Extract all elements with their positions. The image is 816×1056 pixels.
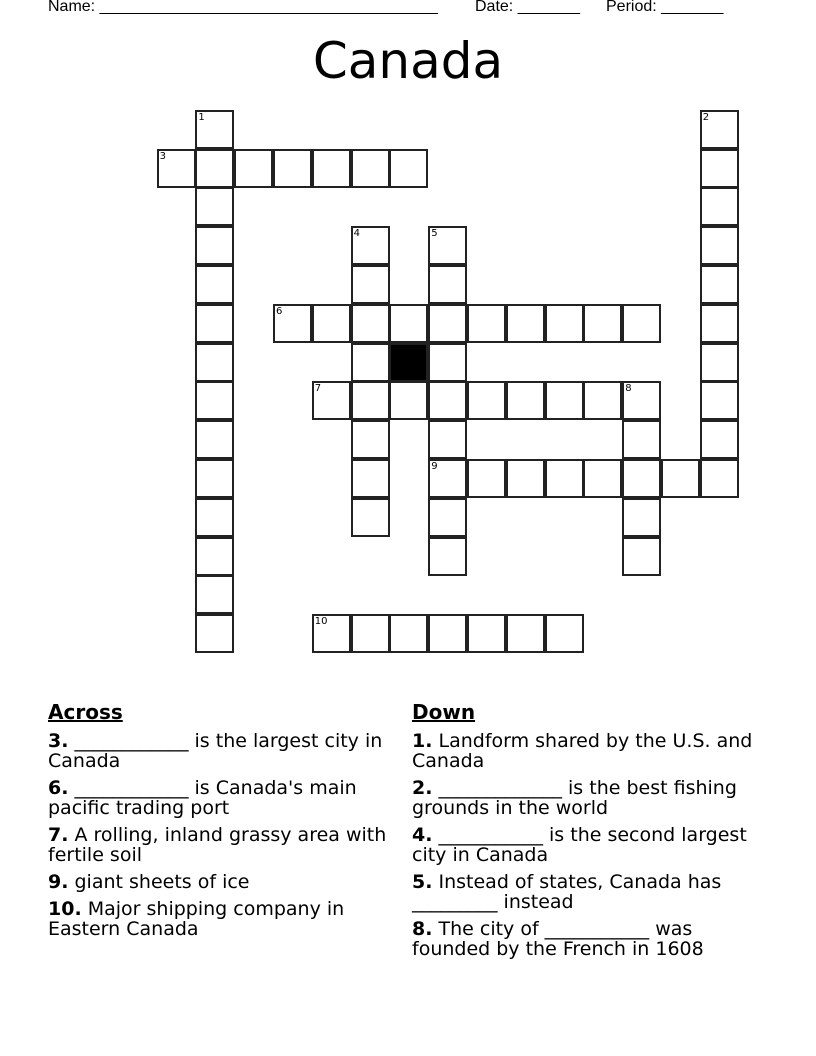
- answer-cell[interactable]: [312, 304, 351, 343]
- clue-label: 10.: [48, 898, 82, 920]
- answer-cell[interactable]: [389, 614, 428, 653]
- across-clue: [48, 731, 388, 771]
- answer-cell[interactable]: [622, 537, 661, 576]
- answer-cell[interactable]: [195, 575, 234, 614]
- answer-cell[interactable]: [157, 149, 196, 188]
- down-clue-list: [412, 731, 772, 959]
- clue-label: 9.: [48, 871, 69, 893]
- answer-cell[interactable]: [195, 226, 234, 265]
- answer-cell[interactable]: [389, 304, 428, 343]
- answer-cell[interactable]: [312, 149, 351, 188]
- answer-cell[interactable]: [700, 265, 739, 304]
- answer-cell[interactable]: [312, 614, 351, 653]
- clue-label: 5.: [412, 871, 433, 893]
- answer-cell[interactable]: [700, 459, 739, 498]
- answer-cell[interactable]: [195, 265, 234, 304]
- answer-cell[interactable]: [545, 381, 584, 420]
- answer-cell[interactable]: [583, 304, 622, 343]
- across-heading: Across: [48, 700, 123, 724]
- answer-cell[interactable]: [428, 381, 467, 420]
- answer-cell[interactable]: [506, 304, 545, 343]
- answer-cell[interactable]: [273, 304, 312, 343]
- answer-cell[interactable]: [428, 343, 467, 382]
- clue-number: 1: [198, 111, 205, 123]
- clue-label: 4.: [412, 824, 433, 846]
- answer-cell[interactable]: [428, 537, 467, 576]
- clue-label: 7.: [48, 824, 69, 846]
- down-clue: [412, 872, 772, 912]
- answer-cell[interactable]: [622, 304, 661, 343]
- across-clue: [48, 872, 388, 892]
- answer-cell[interactable]: [467, 614, 506, 653]
- down-heading: Down: [412, 700, 476, 724]
- answer-cell[interactable]: [622, 381, 661, 420]
- clue-text: The city of ___________ was founded by the French in 1608: [412, 918, 704, 960]
- answer-cell[interactable]: [195, 110, 234, 149]
- answer-cell[interactable]: [428, 459, 467, 498]
- answer-cell[interactable]: [661, 459, 700, 498]
- clue-number: 3: [159, 150, 166, 162]
- clue-label: 8.: [412, 918, 433, 940]
- answer-cell[interactable]: [506, 614, 545, 653]
- clue-text: ___________ is the second largest city in Canada: [412, 824, 747, 866]
- answer-cell[interactable]: [428, 226, 467, 265]
- clue-text: Instead of states, Canada has _________ instead: [412, 871, 722, 913]
- clue-number: 10: [314, 616, 328, 628]
- answer-cell[interactable]: [700, 110, 739, 149]
- answer-cell[interactable]: [351, 265, 390, 304]
- answer-cell[interactable]: [195, 149, 234, 188]
- clue-text: ____________ is the largest city in Canada: [48, 730, 383, 772]
- answer-cell[interactable]: [506, 381, 545, 420]
- clue-number: 2: [702, 111, 710, 123]
- across-clue: [48, 778, 388, 818]
- across-clue: [48, 825, 388, 865]
- answer-cell[interactable]: [622, 420, 661, 459]
- answer-cell[interactable]: [389, 149, 428, 188]
- answer-cell[interactable]: [351, 381, 390, 420]
- answer-cell[interactable]: [467, 304, 506, 343]
- period-field[interactable]: Period: _______: [606, 0, 724, 15]
- answer-cell[interactable]: [351, 304, 390, 343]
- answer-cell[interactable]: [622, 498, 661, 537]
- answer-cell[interactable]: [351, 459, 390, 498]
- clue-number: 5: [431, 228, 438, 240]
- answer-cell[interactable]: [428, 614, 467, 653]
- answer-cell[interactable]: [700, 149, 739, 188]
- clue-number: 4: [353, 228, 360, 240]
- answer-cell[interactable]: [545, 304, 584, 343]
- clue-label: 3.: [48, 730, 69, 752]
- answer-cell[interactable]: [351, 149, 390, 188]
- clue-text: Major shipping company in Eastern Canada: [48, 898, 345, 940]
- answer-cell[interactable]: [700, 304, 739, 343]
- answer-cell[interactable]: [583, 381, 622, 420]
- answer-cell[interactable]: [428, 420, 467, 459]
- down-clue: [412, 919, 772, 959]
- answer-cell[interactable]: [583, 459, 622, 498]
- answer-cell[interactable]: [351, 614, 390, 653]
- clue-label: 1.: [412, 730, 433, 752]
- answer-cell[interactable]: [467, 459, 506, 498]
- answer-cell[interactable]: [195, 304, 234, 343]
- clue-number: 7: [314, 383, 322, 395]
- answer-cell[interactable]: [351, 343, 390, 382]
- answer-cell[interactable]: [700, 187, 739, 226]
- across-clues: [48, 699, 388, 946]
- clue-text: giant sheets of ice: [68, 871, 250, 893]
- name-field[interactable]: Name: ______________________________________: [48, 0, 438, 15]
- answer-cell[interactable]: [467, 381, 506, 420]
- clue-number: 9: [431, 461, 438, 472]
- answer-cell[interactable]: [351, 420, 390, 459]
- puzzle-title: Canada: [312, 32, 504, 90]
- clue-label: 6.: [48, 777, 69, 799]
- answer-cell[interactable]: [195, 537, 234, 576]
- clue-text: Landform shared by the U.S. and Canada: [412, 730, 753, 772]
- clue-text: A rolling, inland grassy area with fertile soil: [48, 824, 387, 866]
- across-clue: [48, 899, 388, 939]
- answer-cell[interactable]: [428, 304, 467, 343]
- answer-cell[interactable]: [234, 149, 273, 188]
- answer-cell[interactable]: [428, 498, 467, 537]
- answer-cell[interactable]: [700, 226, 739, 265]
- answer-cell[interactable]: [700, 381, 739, 420]
- down-clues: [412, 699, 772, 966]
- answer-cell[interactable]: [622, 459, 661, 498]
- clue-number: 8: [625, 383, 632, 395]
- answer-cell[interactable]: [506, 459, 545, 498]
- answer-cell[interactable]: [545, 459, 584, 498]
- clue-text: ____________ is Canada's main pacific trading port: [48, 777, 357, 819]
- answer-cell[interactable]: [195, 343, 234, 382]
- clue-label: 2.: [412, 777, 433, 799]
- down-clue: [412, 825, 772, 865]
- answer-cell[interactable]: [545, 614, 584, 653]
- across-clue-list: [48, 731, 388, 939]
- down-clue: [412, 778, 772, 818]
- answer-cell[interactable]: [195, 187, 234, 226]
- answer-cell[interactable]: [312, 381, 351, 420]
- answer-cell[interactable]: [351, 498, 390, 537]
- date-field[interactable]: Date: _______: [475, 0, 580, 15]
- answer-cell[interactable]: [273, 149, 312, 188]
- answer-cell[interactable]: [195, 381, 234, 420]
- answer-cell[interactable]: [195, 614, 234, 653]
- answer-cell[interactable]: [195, 420, 234, 459]
- clue-text: _____________ is the best fishing grounds in the world: [412, 777, 737, 819]
- blocked-cell: [389, 343, 428, 382]
- clue-number: 6: [276, 305, 283, 317]
- answer-cell[interactable]: [195, 459, 234, 498]
- answer-cell[interactable]: [351, 226, 390, 265]
- answer-cell[interactable]: [700, 343, 739, 382]
- answer-cell[interactable]: [428, 265, 467, 304]
- answer-cell[interactable]: [389, 381, 428, 420]
- answer-cell[interactable]: [700, 420, 739, 459]
- down-clue: [412, 731, 772, 771]
- answer-cell[interactable]: [195, 498, 234, 537]
